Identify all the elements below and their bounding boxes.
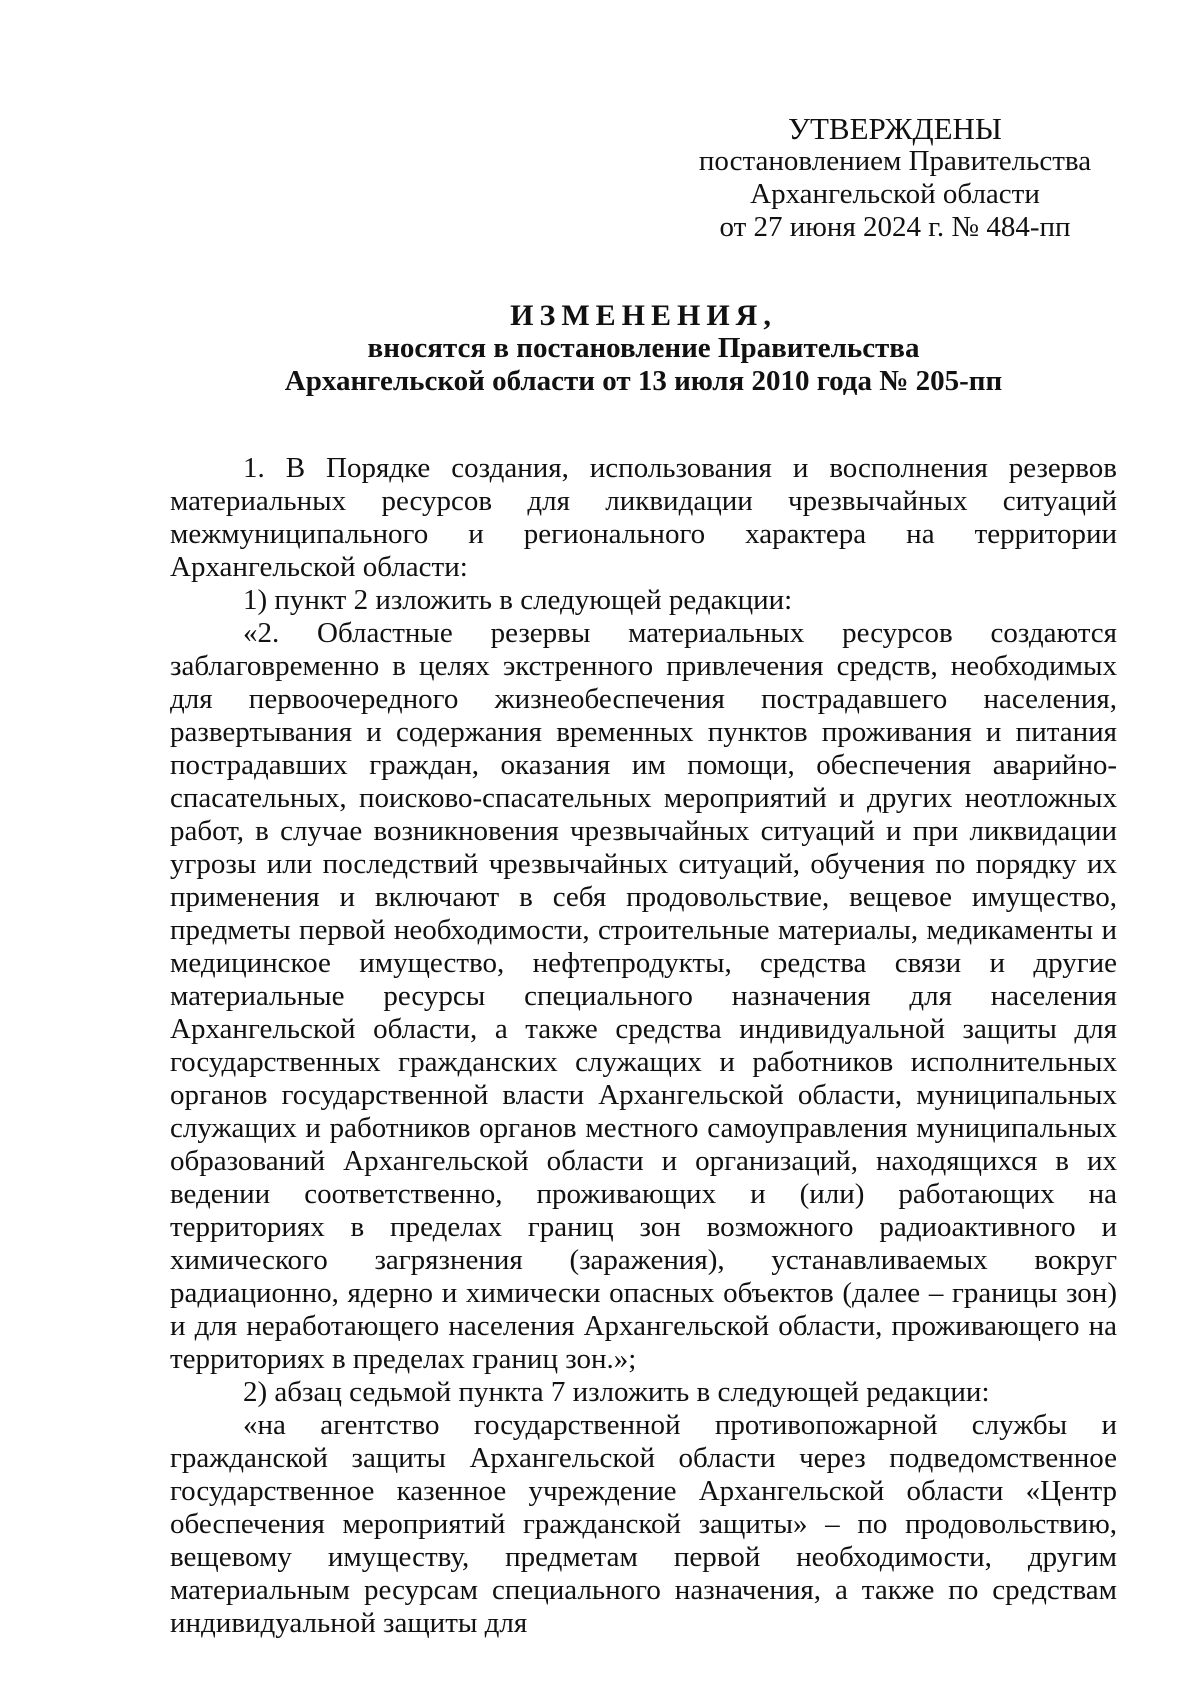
- title-subline: Архангельской области от 13 июля 2010 года № 205-пп: [284, 365, 1003, 397]
- approval-line: Архангельской области: [750, 178, 1040, 210]
- paragraph: 1) пункт 2 изложить в следующей редакции:: [243, 584, 793, 616]
- approval-line: постановлением Правительства: [698, 145, 1092, 177]
- paragraph: «2. Областные резервы материальных ресурсов создаются заблаговременно в целях экстренного привлечения средств, необходимых для первоочередного жизнеобеспечения пострадавшего населения, развертывания и содержания временных пунктов проживания и питания пострадавших граждан, оказания им помощи, обеспечения аварийно-спасательных, поисково-спасательных мероприятий и других неотложных работ, в случае возникновения чрезвычайных ситуаций и при ликвидации угрозы или последствий чрезвычайных ситуаций, обучения по порядку их применения и включают в себя продовольствие, вещевое имущество, предметы первой необходимости, строительные материалы, медикаменты и медицинское имущество, нефтепродукты, средства связи и другие материальные ресурсы специального назначения для населения Архангельской области, а также средства индивидуальной защиты для государственных гражданских служащих и работников исполнительных органов государственной власти Архангельской области, муниципальных служащих и работников органов местного самоуправления муниципальных образований Архангельской области и организаций, находящихся в их ведении соответственно, проживающих и (или) работающих на территориях в пределах границ зон возможного радиоактивного и химического загрязнения (заражения), устанавливаемых вокруг радиационно, ядерно и химически опасных объектов (далее – границы зон) и для неработающего населения Архангельской области, проживающего на территориях в пределах границ зон.»;: [170, 617, 1117, 1375]
- document-title: [170, 299, 1117, 398]
- paragraph: «на агентство государственной противопожарной службы и гражданской защиты Архангельской области через подведомственное государственное казенное учреждение Архангельской области «Центр обеспечения мероприятий гражданской защиты» – по продовольствию, вещевому имуществу, предметам первой необходимости, другим материальным ресурсам специального назначения, а также по средствам индивидуальной защиты для: [170, 1409, 1117, 1639]
- paragraph: 1. В Порядке создания, использования и восполнения резервов материальных ресурсов для ликвидации чрезвычайных ситуаций межмуниципального и регионального характера на территории Архангельской области:: [170, 452, 1117, 583]
- title-heading: ИЗМЕНЕНИЯ,: [510, 299, 777, 332]
- title-subline: вносятся в постановление Правительства: [367, 332, 920, 364]
- approval-heading: УТВЕРЖДЕНЫ: [788, 111, 1002, 146]
- document-body: [170, 452, 1117, 1640]
- approval-stamp: [690, 112, 1100, 244]
- paragraph: 2) абзац седьмой пункта 7 изложить в следующей редакции:: [243, 1376, 990, 1408]
- approval-date-number: от 27 июня 2024 г. № 484-пп: [719, 211, 1071, 243]
